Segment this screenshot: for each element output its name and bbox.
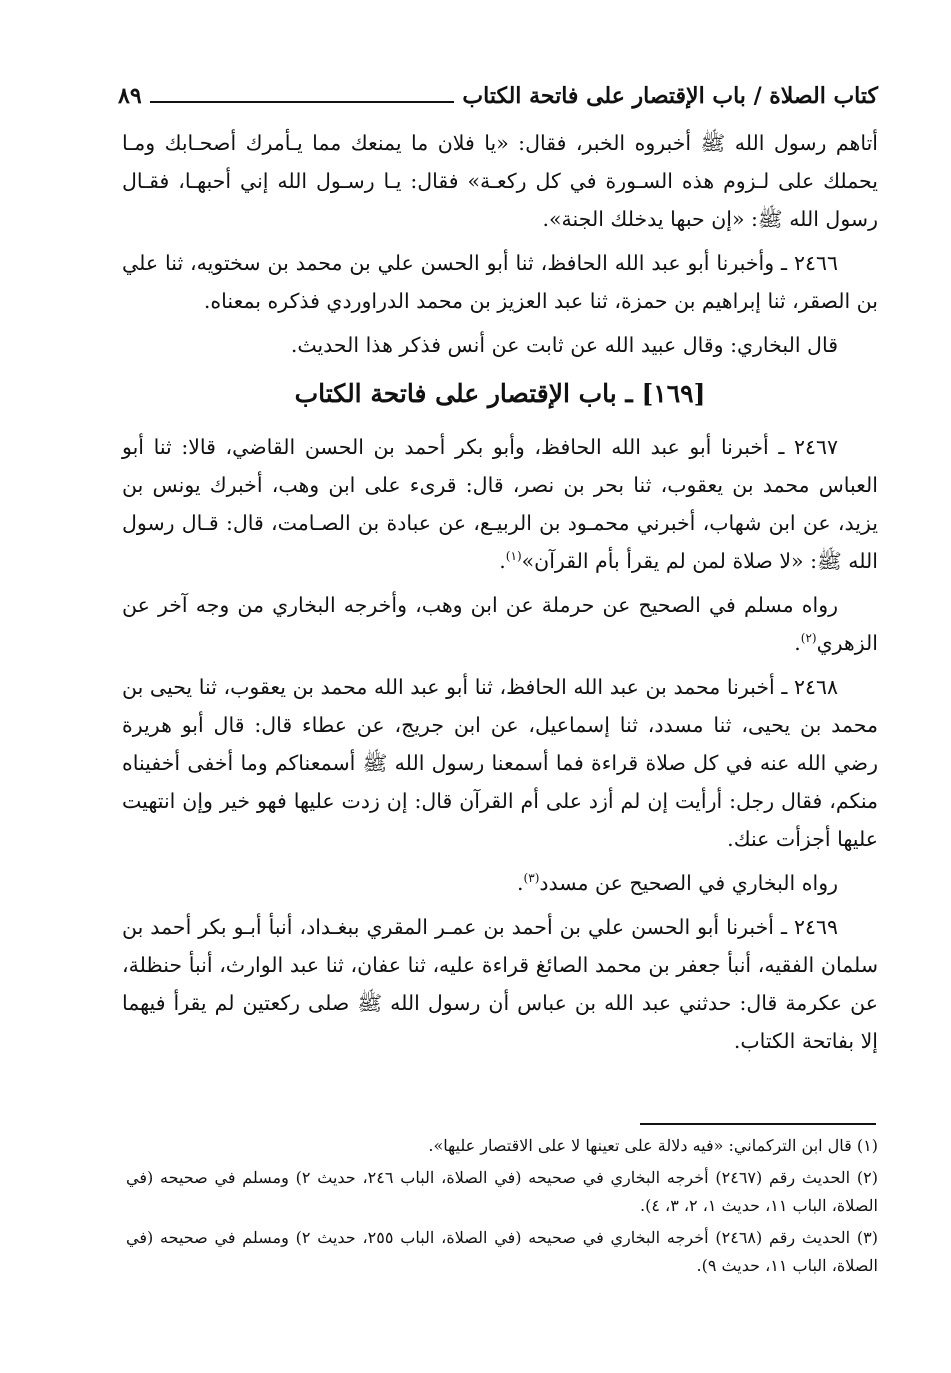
bukhari-musaddad-end: . <box>517 871 524 895</box>
footnote-ref-3: (٣) <box>523 871 540 886</box>
muslim-note-end: . <box>794 631 801 655</box>
hadith-2469: ٢٤٦٩ ـ أخبرنا أبو الحسن علي بن أحمد بن عمـر المقري ببغـداد، أنبأ أبـو بكر أحمد بن سلمان الفقيه، أنبأ جعفر بن محمد الصائغ قراءة عليه، ثنا عفان، ثنا عبد الوارث، أنبأ حنظلة، عن عكرمة قال: حدثني عبد الله بن عباس أن رسول الله ﷺ صلى ركعتين لم يقرأ فيهما إلا بفاتحة الكتاب. <box>122 915 878 1053</box>
page-number: ٨٩ <box>118 83 142 109</box>
paragraph-1: أتاهم رسول الله ﷺ أخبروه الخبر، فقال: «يا فلان ما يمنعك مما يـأمرك أصحـابك ومـا يحملك على لـزوم هذه السـورة في كل ركعـة» فقال: يـا رسـول الله إني أحبهـا، فقـال رسول الله ﷺ: «إن حبها يدخلك الجنة». <box>122 131 878 231</box>
running-header <box>118 80 878 112</box>
footnote-3: (٣) الحديث رقم (٢٤٦٨) أخرجه البخاري في صحيحه (في الصلاة، الباب ٢٥٥، حديث ٢) ومسلم في صحيحه (في الصلاة، الباب ١١، حديث ٩). <box>126 1228 878 1275</box>
hadith-2467-text: ٢٤٦٧ ـ أخبرنا أبو عبد الله الحافظ، وأبو بكر أحمد بن الحسن القاضي، قالا: ثنا أبو العباس محمد بن يعقوب، ثنا بحر بن نصر، قال: قرىء على ابن وهب، أخبرك يونس بن يزيد، عن ابن شهاب، أخبرني محمـود بن الربيـع، عن عبادة بن الصـامت، قال: قـال رسول الله ﷺ: «لا صلاة لمن لم يقرأ بأم القرآن» <box>122 435 878 573</box>
footnote-ref-2: (٢) <box>800 631 817 646</box>
hadith-2467-end: . <box>499 549 506 573</box>
bukhari-musaddad-text: رواه البخاري في الصحيح عن مسدد <box>539 871 838 895</box>
footnote-separator <box>640 1123 876 1125</box>
header-title: كتاب الصلاة / باب الإقتصار على فاتحة الكتاب <box>462 83 878 109</box>
header-rule <box>150 101 455 103</box>
main-text <box>122 124 878 1066</box>
footnotes <box>126 1132 878 1284</box>
footnote-1: (١) قال ابن التركماني: «فيه دلالة على تعينها لا على الاقتصار عليها». <box>428 1136 878 1155</box>
paragraph-bukhari-note: قال البخاري: وقال عبيد الله عن ثابت عن أنس فذكر هذا الحديث. <box>290 333 838 357</box>
paragraph-bukhari-musaddad <box>122 864 878 902</box>
paragraph-muslim-note <box>122 586 878 662</box>
hadith-2468: ٢٤٦٨ ـ أخبرنا محمد بن عبد الله الحافظ، ثنا أبو عبد الله محمد بن يعقوب، ثنا يحيى بن محمد بن يحيى، ثنا مسدد، ثنا إسماعيل، عن ابن جريج، عن عطاء قال: قال أبو هريرة رضي الله عنه في كل صلاة قراءة فما أسمعنا رسول الله ﷺ أسمعناكم وما أخفى أخفيناه منكم، فقال رجل: أرأيت إن لم أزد على أم القرآن قال: إن زدت عليها فهو خير وإن انتهيت عليها أجزأت عنك. <box>122 675 878 851</box>
section-title: [١٦٩] ـ باب الإقتصار على فاتحة الكتاب <box>294 379 706 408</box>
muslim-note-text: رواه مسلم في الصحيح عن حرملة عن ابن وهب، وأخرجه البخاري من وجه آخر عن الزهري <box>122 593 878 655</box>
footnote-ref-1: (١) <box>505 549 522 564</box>
hadith-2467 <box>122 428 878 580</box>
hadith-2466: ٢٤٦٦ ـ وأخبرنا أبو عبد الله الحافظ، ثنا أبو الحسن علي بن محمد بن سختويه، ثنا علي بن الصقر، ثنا إبراهيم بن حمزة، ثنا عبد العزيز بن محمد الدراوردي فذكره بمعناه. <box>122 251 878 313</box>
footnote-2: (٢) الحديث رقم (٢٤٦٧) أخرجه البخاري في صحيحه (في الصلاة، الباب ٢٤٦، حديث ٢) ومسلم في صحيحه (في الصلاة، الباب ١١، حديث ١، ٢، ٣، ٤). <box>126 1168 878 1215</box>
